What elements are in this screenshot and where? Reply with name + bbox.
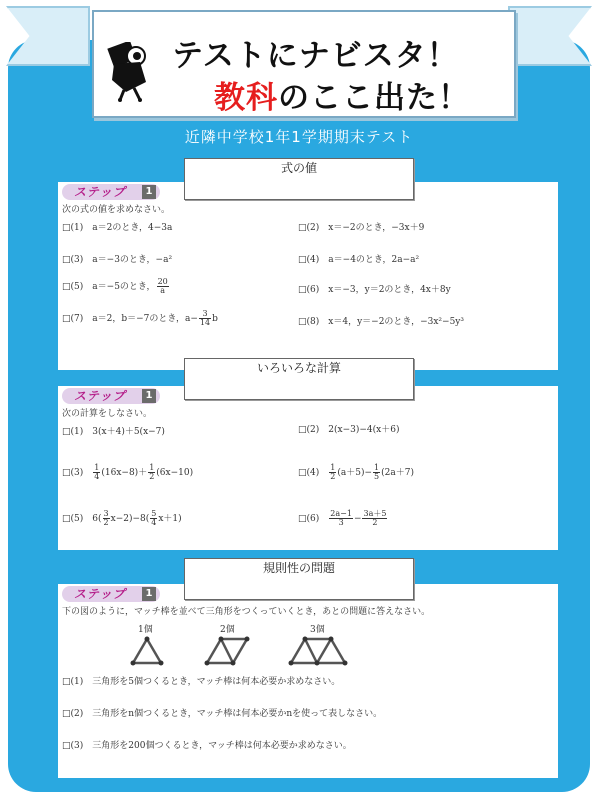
title-rest: のここ出た！ — [278, 80, 470, 116]
match-triangles-3 — [288, 636, 348, 666]
test-name: 近隣中学校1年1学期期末テスト — [184, 128, 414, 146]
question: □(4) a＝−4のとき，2a−a² — [298, 255, 420, 265]
match-triangle-1 — [130, 636, 164, 666]
instruction: 下の図のように，マッチ棒を並べて三角形をつくっていくとき，あとの問題に答えなさい。 — [62, 607, 431, 617]
step-number: 1 — [142, 389, 156, 403]
question: □(1) 3(x＋4)＋5(x−7) — [62, 427, 165, 437]
question: □(7) a＝2，b＝−7のとき，a− $\frac{3}{14}$ b — [62, 309, 218, 327]
question: □(3) a＝−3のとき，−a² — [62, 255, 173, 265]
step-number: 1 — [142, 185, 156, 199]
title-banner — [92, 10, 516, 118]
step-badge — [62, 586, 160, 602]
instruction: 次の計算をしなさい。 — [62, 409, 153, 419]
ribbon-right — [508, 6, 592, 66]
fraction: $\frac{20}{a}$ — [157, 277, 168, 295]
figure-label: 1個 — [138, 625, 153, 635]
section-title: 規則性の問題 — [184, 558, 414, 600]
instruction: 次の式の値を求めなさい。 — [62, 205, 171, 215]
question: □(3) $\frac{1}{4}$ (16x−8)＋ $\frac{1}{2}$ (6x−10) — [62, 463, 194, 481]
step-label: ステップ — [74, 389, 126, 403]
question: □(6) x＝−3，y＝2のとき，4x＋8y — [298, 285, 451, 295]
question: □(2) 2(x−3)−4(x＋6) — [298, 425, 400, 435]
step-badge — [62, 388, 160, 404]
question: □(1) a＝2のとき，4−3a — [62, 223, 173, 233]
question: □(2) x＝−2のとき，−3x＋9 — [298, 223, 425, 233]
figure-label: 2個 — [220, 625, 235, 635]
section-panel-3 — [58, 584, 558, 778]
banner-title-line2 — [214, 72, 470, 117]
section-panel-1 — [58, 182, 558, 370]
figure-label: 3個 — [310, 625, 325, 635]
section-panel-2 — [58, 386, 558, 550]
step-label: ステップ — [74, 185, 126, 199]
match-triangles-2 — [204, 636, 250, 666]
question: □(5) 6( $\frac{3}{2}$ x−2)−8( $\frac{5}{4}$ x＋1) — [62, 509, 182, 527]
section-title: 式の値 — [184, 158, 414, 200]
step-label: ステップ — [74, 587, 126, 601]
banner-title-line1: テストにナビスタ！ — [172, 38, 459, 74]
step-badge — [62, 184, 160, 200]
title-subject: 教科 — [214, 80, 278, 116]
question: □(2) 三角形をn個つくるとき，マッチ棒は何本必要かnを使って表しなさい。 — [62, 709, 383, 719]
mascot-icon — [106, 42, 152, 102]
step-number: 1 — [142, 587, 156, 601]
question: □(5) a＝−5のとき， $\frac{20}{a}$ — [62, 277, 168, 295]
ribbon-left — [6, 6, 90, 66]
question: □(3) 三角形を200個つくるとき，マッチ棒は何本必要か求めなさい。 — [62, 741, 352, 751]
fraction: $\frac{3}{14}$ — [199, 309, 211, 327]
section-title: いろいろな計算 — [184, 358, 414, 400]
question: □(6) $\frac{2a-1}{3}$ − $\frac{3a+5}{2}$ — [298, 509, 387, 527]
question: □(1) 三角形を5個つくるとき，マッチ棒は何本必要か求めなさい。 — [62, 677, 341, 687]
question: □(4) $\frac{1}{2}$ (a＋5)− $\frac{1}{5}$ (2a＋7) — [298, 463, 414, 481]
question: □(8) x＝4，y＝−2のとき，−3x²−5y³ — [298, 317, 464, 327]
